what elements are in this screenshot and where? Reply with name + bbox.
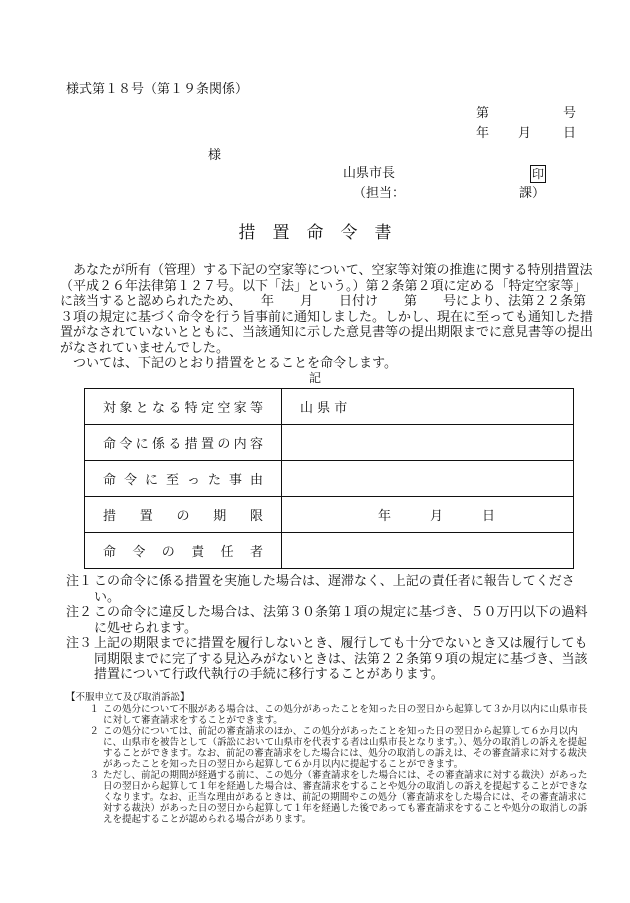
appeal-item <box>66 770 596 825</box>
note-number: 注３ <box>66 636 93 651</box>
table-row <box>85 497 574 533</box>
note-number: 注１ <box>66 574 93 589</box>
contact-label: （担当： <box>353 186 406 201</box>
table-row <box>85 425 574 461</box>
row-label-responsible-person: 命令の責任者 <box>103 545 263 560</box>
row-label-deadline: 措置の期限 <box>103 509 263 524</box>
row-label-reason: 命令に至った事由 <box>103 473 263 488</box>
appeal-item-number: ２ <box>89 726 99 737</box>
note-item <box>66 636 596 683</box>
appeal-heading: 【不服申立て及び取消訴訟】 <box>66 692 190 703</box>
note-item <box>66 605 596 636</box>
note-text: 上記の期限までに措置を履行しないとき、履行しても十分でないとき又は履行しても同期限までに完了する見込みがないときは、法第２２条第９項の規定に基づき、当該措置について行政代執行の手続に移行することがあります。 <box>94 636 588 682</box>
document-number-prefix: 第 <box>476 106 490 121</box>
body-text <box>60 263 596 372</box>
appeal-item-number: ３ <box>89 770 99 781</box>
note-text: この命令に違反した場合は、法第３０条第１項の規定に基づき、５０万円以下の過料に処せられます。 <box>94 605 588 636</box>
row-value-deadline: 年 月 日 <box>282 497 574 533</box>
row-value-responsible-person <box>282 533 574 569</box>
table-row <box>85 461 574 497</box>
body-paragraph-1: あなたが所有（管理）する下記の空家等について、空家等対策の推進に関する特別措置法（平成２６年法律第１２７号。以下「法」という。）第２条第２項に定める「特定空家等」に該当すると認められたため、 年 月 日付け 第 号により、法第２２条第３項の規定に基づく命令を行う旨事前に通知しました。しかし、現在に至っても通知した措置がなされていないとともに、当該通知に示した意見書等の提出期限までに意見書等の提出がなされていませんでした。 <box>60 263 594 356</box>
note-number: 注２ <box>66 605 93 620</box>
notes-section <box>66 574 596 683</box>
row-value-target-property: 山 県 市 <box>282 389 574 425</box>
appeal-item <box>66 726 596 770</box>
appeal-section <box>66 692 596 825</box>
date-month: 月 <box>518 126 532 141</box>
recipient-honorific: 様 <box>208 148 222 163</box>
row-value-measure-content <box>282 425 574 461</box>
row-value-reason <box>282 461 574 497</box>
ki-marker: 記 <box>308 371 321 385</box>
seal-stamp-box: 印 <box>531 167 544 181</box>
document-title: 措置命令書 <box>238 223 409 243</box>
issuer-name: 山県市長 <box>343 166 396 181</box>
appeal-item-text: この処分については、前記の審査請求のほか、この処分があったことを知った日の翌日から起算して６か月以内に、山県市を被告として（訴訟において山県市を代表する者は山県市長となります。）、処分の取消しの訴えを提起することができます。なお、前記の審査請求をした場合には、処分の取消しの訴えは、その審査請求に対する裁決があったことを知った日の翌日から起算して６か月以内に提起することができます。 <box>103 726 587 770</box>
date-year: 年 <box>476 126 490 141</box>
table-row <box>85 389 574 425</box>
date-day: 日 <box>563 126 577 141</box>
appeal-item-text: ただし、前記の期間が経過する前に、この処分（審査請求をした場合には、その審査請求に対する裁決）があった日の翌日から起算して１年を経過した場合は、審査請求をすることや処分の取消しの訴えを提起することができなくなります。なお、正当な理由があるときは、前記の期間やこの処分（審査請求をした場合には、その審査請求に対する裁決）があった日の翌日から起算して１年を経過した後であっても審査請求をすることや処分の取消しの訴えを提起することが認められる場合があります。 <box>103 770 588 825</box>
document-number-suffix: 号 <box>563 106 577 121</box>
note-text: この命令に係る措置を実施した場合は、遅滞なく、上記の責任者に報告してください。 <box>94 574 575 605</box>
appeal-item-text: この処分について不服がある場合は、この処分があったことを知った日の翌日から起算して３か月以内に山県市長に対して審査請求をすることができます。 <box>103 704 588 726</box>
appeal-item <box>66 704 596 726</box>
body-paragraph-2: ついては、下記のとおり措置をとることを命令します。 <box>73 356 397 371</box>
note-item <box>66 574 596 605</box>
table-row <box>85 533 574 569</box>
contact-department-suffix: 課） <box>519 186 546 201</box>
row-label-target-property: 対象となる特定空家等 <box>103 401 263 416</box>
form-number: 様式第１８号（第１９条関係） <box>66 82 249 97</box>
row-label-measure-content: 命令に係る措置の内容 <box>103 437 263 452</box>
order-table <box>84 388 574 569</box>
appeal-item-number: １ <box>89 704 99 715</box>
